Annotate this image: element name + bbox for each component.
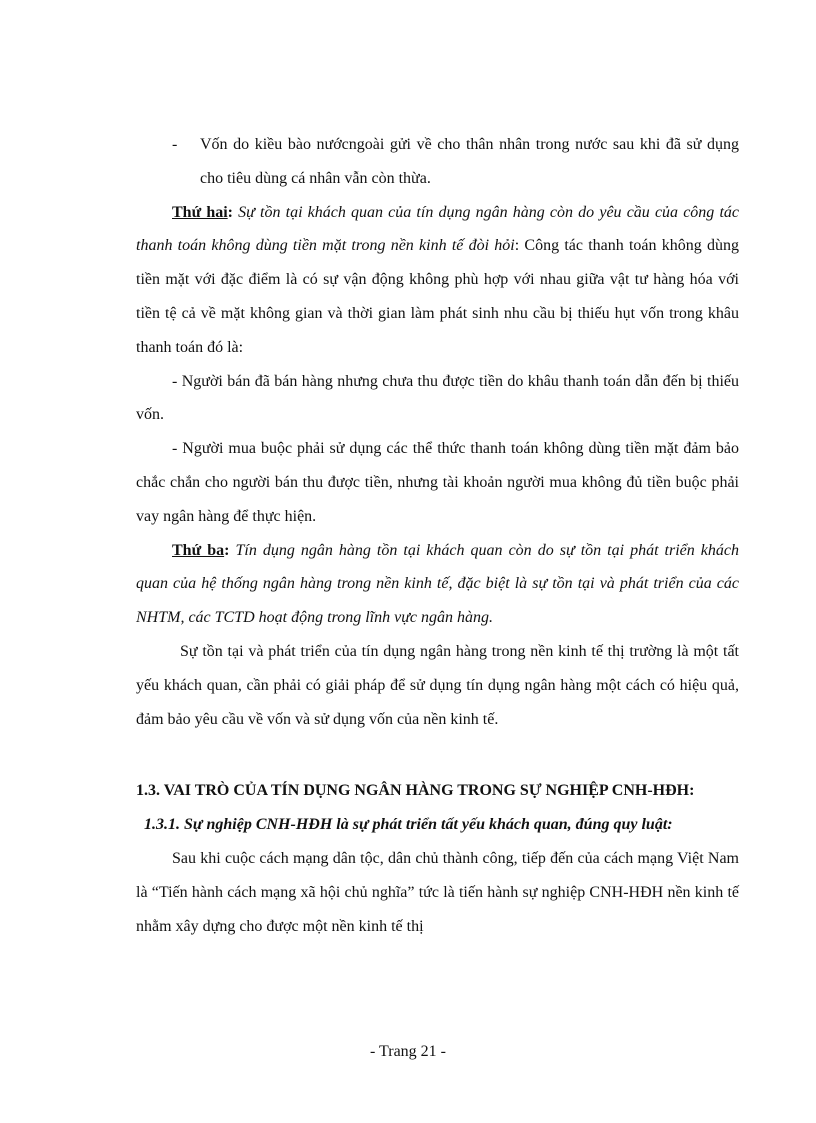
bullet-text: Vốn do kiều bào nướcngoài gửi về cho thân nhân trong nước sau khi đã sử dụng cho tiêu dùng cá nhân vẫn còn thừa. [200,136,739,187]
page-content [136,128,739,943]
label-thu-ba: Thứ ba [172,541,225,559]
paragraph-nguoi-mua: - Người mua buộc phải sử dụng các thể thức thanh toán không dùng tiền mặt đảm bảo chắc chắn cho người bán thu được tiền, nhưng tài khoản người mua không đủ tiền buộc phải vay ngân hàng để thực hiện. [136,440,739,525]
paragraph-ket-luan: Sự tồn tại và phát triển của tín dụng ngân hàng trong nền kinh tế thị trường là một tất yếu khách quan, cần phải có giải pháp để sử dụng tín dụng ngân hàng một cách có hiệu quả, đảm bảo yêu cầu về vốn và sử dụng vốn của nền kinh tế. [136,642,739,728]
paragraph-nguoi-ban: - Người bán đã bán hàng nhưng chưa thu được tiền do khâu thanh toán dẫn đến bị thiếu vốn. [136,372,739,424]
thu-hai-text: : Công tác thanh toán không dùng tiền mặt với đặc điểm là có sự vận động không phù hợp với nhau giữa vật tư hàng hóa với tiền tệ cả về mặt không gian và thời gian làm phát sinh nhu cầu bị thiếu hụt vốn trong khâu thanh toán đó là: [136,237,739,356]
bullet-paragraph-remittance [136,128,739,196]
paragraph-thu-ba: Thứ ba: Tín dụng ngân hàng tồn tại khách quan còn do sự tồn tại phát triển khách quan của hệ thống ngân hàng trong nền kinh tế, đặc biệt là sự tồn tại và phát triển của các NHTM, các TCTD hoạt động trong lĩnh vực ngân hàng. [136,541,740,627]
heading-section-1-3: 1.3. VAI TRÒ CỦA TÍN DỤNG NGÂN HÀNG TRONG SỰ NGHIỆP CNH-HĐH: [136,782,695,800]
thu-hai-italic: Sự tồn tại khách quan của tín dụng ngân hàng còn do yêu cầu của công tác thanh toán không dùng tiền mặt trong nền kinh tế đòi hỏi [136,203,740,255]
thu-ba-italic: Tín dụng ngân hàng tồn tại khách quan còn do sự tồn tại phát triển khách quan của hệ thống ngân hàng trong nền kinh tế, đặc biệt là sự tồn tại và phát triển của các NHTM, các TCTD hoạt động trong lĩnh vực ngân hàng. [136,541,740,627]
label-thu-hai: Thứ hai [172,203,228,221]
heading-section-1-3-1: 1.3.1. Sự nghiệp CNH-HĐH là sự phát triển tất yếu khách quan, đúng quy luật: [144,816,673,834]
paragraph-thu-hai: Thứ hai: Sự tồn tại khách quan của tín dụng ngân hàng còn do yêu cầu của công tác thanh toán không dùng tiền mặt trong nền kinh tế đòi hỏi: Công tác thanh toán không dùng tiền mặt với đặc điểm là có sự vận động không phù hợp với nhau giữa vật tư hàng hóa với tiền tệ cả về mặt không gian và thời gian làm phát sinh nhu cầu bị thiếu hụt vốn trong khâu thanh toán đó là: [136,203,740,356]
paragraph-sau-khi: Sau khi cuộc cách mạng dân tộc, dân chủ thành công, tiếp đến của cách mạng Việt Nam là “Tiến hành cách mạng xã hội chủ nghĩa” tức là tiến hành sự nghiệp CNH-HĐH nền kinh tế nhằm xây dựng cho được một nền kinh tế thị [136,849,739,935]
page-number: - Trang 21 - [369,1043,446,1060]
bullet-dash: - [172,136,178,153]
